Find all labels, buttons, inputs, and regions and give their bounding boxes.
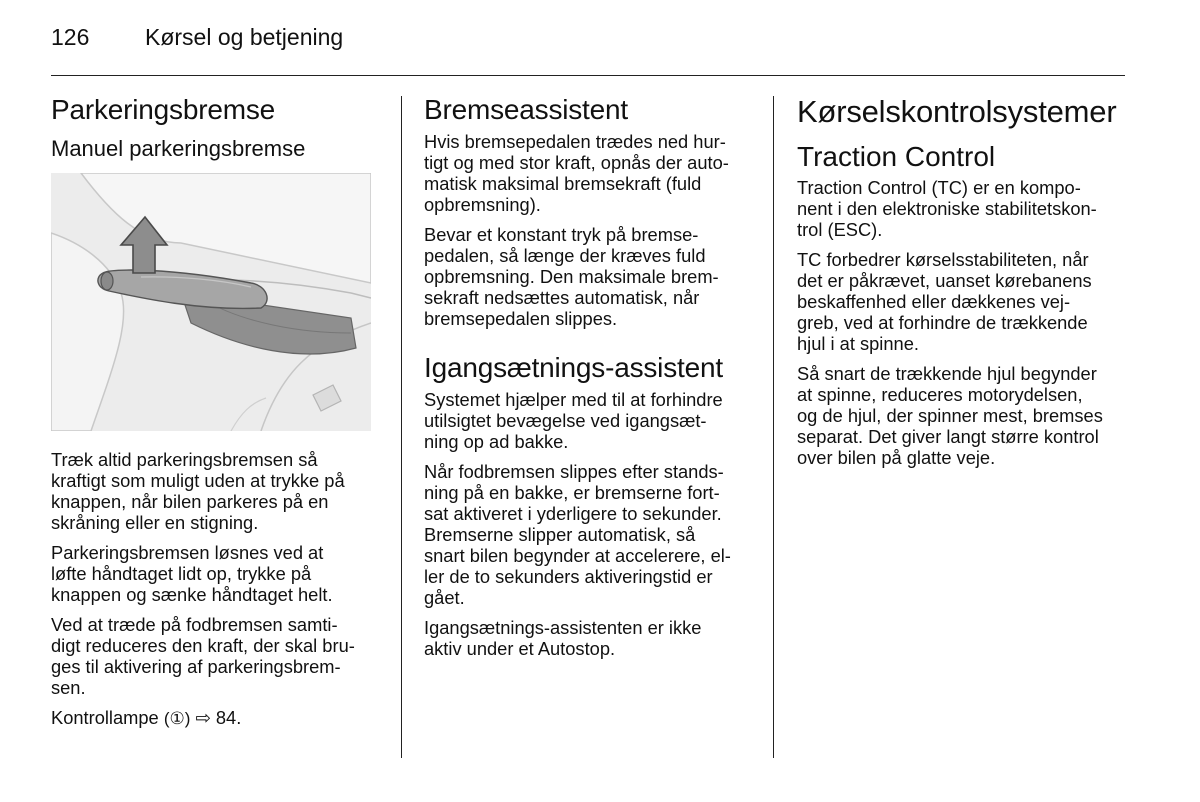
- control-lamp-reference: [51, 707, 376, 729]
- paragraph: Hvis bremsepedalen trædes ned hur- tigt og med stor kraft, opnås der auto- matisk maksimal bremsekraft (fuld opbremsning).: [424, 131, 729, 215]
- column-parking-brake: [51, 93, 376, 729]
- paragraph: Ved at træde på fodbremsen samti- digt reduceres den kraft, der skal bru- ges til aktivering af parkeringsbrem- sen.: [51, 614, 355, 698]
- paragraph: Traction Control (TC) er en kompo- nent i den elektroniske stabilitetskon- trol (ESC).: [797, 177, 1097, 240]
- section-heading: Igangsætnings-assistent: [424, 352, 723, 383]
- paragraph: Bevar et konstant tryk på bremse- pedalen, så længe der kræves fuld opbremsning. Den maksimale brem- sekraft nedsættes automatisk, når bremsepedalen slippes.: [424, 224, 719, 329]
- column-driving-control: [797, 93, 1132, 477]
- section-heading: Kørselskontrolsystemer: [797, 94, 1117, 129]
- column-brake-assist: [424, 93, 757, 668]
- header-rule: [51, 75, 1125, 76]
- section-subheading: Manuel parkeringsbremse: [51, 136, 306, 161]
- section-subheading: Traction Control: [797, 141, 996, 172]
- page-number: 126: [51, 24, 90, 50]
- section-heading: Parkeringsbremse: [51, 94, 275, 125]
- control-lamp-label: Kontrollampe: [51, 707, 159, 728]
- parking-brake-illustration: [51, 173, 371, 431]
- brake-warning-icon: (①): [163, 709, 191, 728]
- page-header: [51, 24, 343, 51]
- paragraph: Igangsætnings-assistenten er ikke aktiv under et Autostop.: [424, 617, 702, 659]
- column-divider: [773, 96, 774, 758]
- paragraph: Når fodbremsen slippes efter stands- ning på en bakke, er bremserne fort- sat aktiveret i yderligere to sekunder. Bremserne slipper automatisk, så snart bilen begynder at accelerere, el- ler de to sekunders aktiveringstid er gået.: [424, 461, 731, 608]
- paragraph: TC forbedrer kørselsstabiliteten, når det er påkrævet, uanset kørebanens beskaffenhed eller dækkenes vej- greb, ved at forhindre de trækkende hjul i at spinne.: [797, 249, 1092, 354]
- chapter-title: Kørsel og betjening: [145, 24, 344, 50]
- page-reference: 84.: [215, 707, 242, 728]
- paragraph: Træk altid parkeringsbremsen så kraftigt som muligt uden at trykke på knappen, når bilen parkeres på en skråning eller en stigning.: [51, 449, 345, 533]
- arrow-right-icon: ⇨: [195, 707, 211, 728]
- paragraph: Parkeringsbremsen løsnes ved at løfte håndtaget lidt op, trykke på knappen og sænke håndtaget helt.: [51, 542, 333, 605]
- paragraph: Så snart de trækkende hjul begynder at spinne, reduceres motorydelsen, og de hjul, der spinner mest, bremses separat. Det giver langt større kontrol over bilen på glatte veje.: [797, 363, 1103, 468]
- column-divider: [401, 96, 402, 758]
- paragraph: Systemet hjælper med til at forhindre utilsigtet bevægelse ved igangsæt- ning op ad bakke.: [424, 389, 723, 452]
- section-heading: Bremseassistent: [424, 94, 628, 125]
